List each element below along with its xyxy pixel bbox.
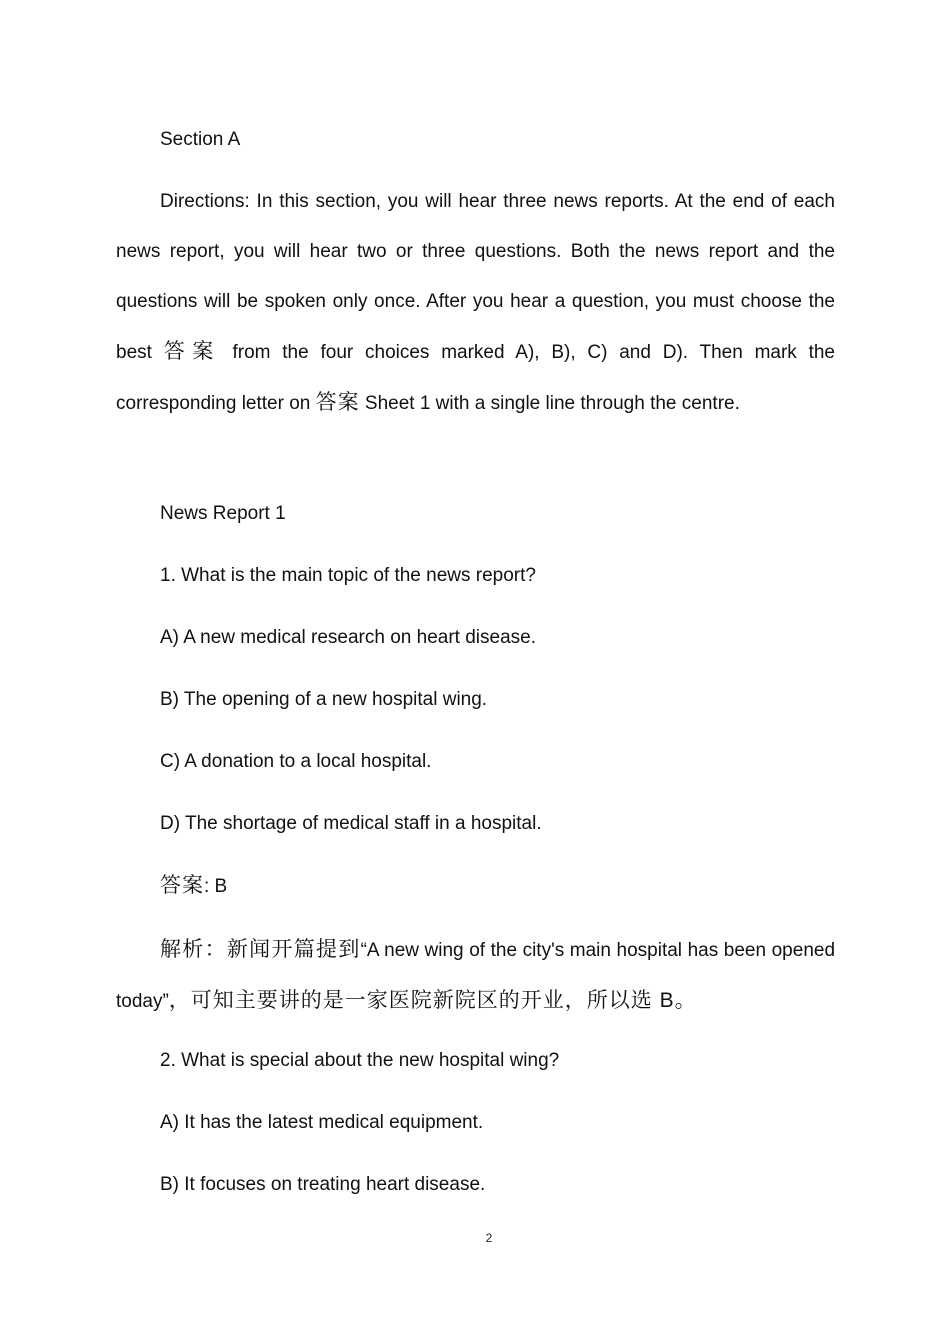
news-report-title: News Report 1 bbox=[160, 503, 286, 524]
answer-value: : B bbox=[204, 876, 228, 897]
page-number: 2 bbox=[485, 1231, 493, 1245]
question-2-option-a: A) It has the latest medical equipment. bbox=[160, 1112, 484, 1133]
directions-paragraph bbox=[116, 177, 835, 429]
question-2: 2. What is special about the new hospital wing? bbox=[160, 1050, 560, 1071]
section-title: Section A bbox=[160, 129, 241, 150]
question-1-option-b: B) The opening of a new hospital wing. bbox=[160, 689, 488, 710]
question-1-option-a: A) A new medical research on heart disease. bbox=[160, 627, 536, 648]
analysis-label: 解析： bbox=[160, 938, 227, 961]
answer-label: 答案 bbox=[160, 874, 204, 897]
question-1: 1. What is the main topic of the news report? bbox=[160, 565, 536, 586]
question-1-analysis bbox=[116, 925, 835, 1027]
question-1-option-d: D) The shortage of medical staff in a hospital. bbox=[160, 813, 542, 834]
analysis-text-part-2: ，可知主要讲的是一家医院新院区的开业，所以选 B。 bbox=[168, 989, 697, 1012]
answer-word-1: 答案 bbox=[163, 340, 221, 363]
directions-text-part-1: Directions: In this section, you will hear three news reports. At the end of each news report, you will hear two or three questions. Both the news report and the questions will be spoken only once. After you hear a question, you must choose the best bbox=[116, 191, 835, 363]
question-2-option-b: B) It focuses on treating heart disease. bbox=[160, 1174, 486, 1195]
question-1-answer bbox=[160, 874, 227, 899]
question-1-option-c: C) A donation to a local hospital. bbox=[160, 751, 432, 772]
analysis-quote: “A new wing of the city's main hospital has been opened today” bbox=[116, 940, 836, 1012]
directions-text-part-3: Sheet 1 with a single line through the centre. bbox=[359, 393, 740, 414]
directions-text-part-2: from the four choices marked A), B), C) and D). Then mark the corresponding letter on bbox=[116, 342, 835, 414]
analysis-text-part-1: 新闻开篇提到 bbox=[226, 938, 361, 961]
answer-word-2: 答案 bbox=[315, 391, 360, 414]
